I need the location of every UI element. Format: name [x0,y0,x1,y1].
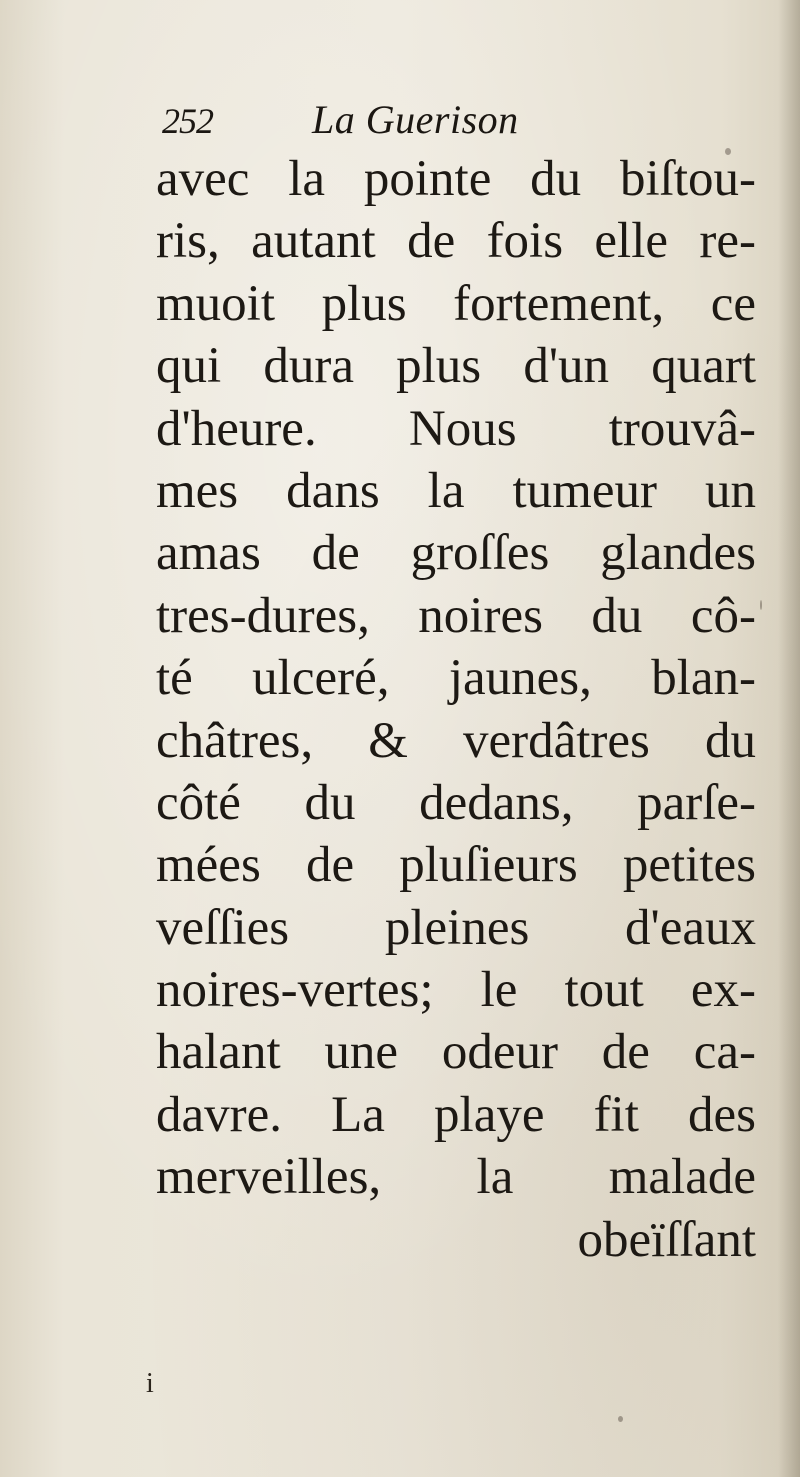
text-line: mes dans la tumeur un [156,462,756,519]
text-line: veſſies pleines d'eaux [156,899,756,956]
text-line: mées de pluſieurs petites [156,837,756,894]
page-edge-shadow [778,0,800,1477]
text-line: davre. La playe fit des [156,1086,756,1143]
text-line: amas de groſſes glandes [156,525,756,582]
text-line: merveilles, la malade [156,1149,756,1206]
text-line: ris, autant de fois elle re- [156,213,756,270]
text-line: côté du dedans, parſe- [156,774,756,831]
catchword: obeïſſant [577,1211,756,1268]
text-line: qui dura plus d'un quart [156,338,756,395]
body-text [156,148,756,1271]
page-number: 252 [162,101,213,141]
text-line: châtres, & verdâtres du [156,712,756,769]
text-line: tres-dures, noires du cô- [156,587,756,644]
paper-speck [725,148,731,155]
running-title: La Guerison [312,97,519,142]
text-line: d'heure. Nous trouvâ- [156,400,756,457]
paper-speck [618,1416,623,1422]
page-header [162,96,762,146]
text-line: avec la pointe du biſtou- [156,151,756,207]
text-line: halant une odeur de ca- [156,1024,756,1081]
text-line: té ulceré, jaunes, blan- [156,650,756,707]
signature-mark: i [146,1368,154,1399]
text-line: muoit plus fortement, ce [156,275,756,332]
paper-speck [760,600,762,610]
text-line: noires-vertes; le tout ex- [156,962,756,1019]
